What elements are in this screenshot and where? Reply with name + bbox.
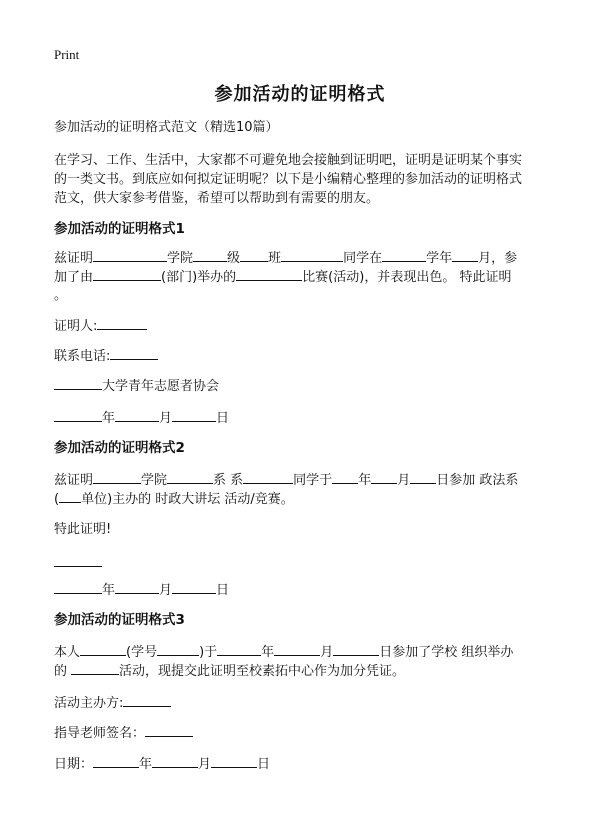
prover-field: 证明人: bbox=[54, 316, 554, 337]
subtitle: 参加活动的证明格式范文（精选10篇） bbox=[54, 120, 279, 135]
section-3-heading: 参加活动的证明格式3 bbox=[54, 612, 185, 628]
section-1-heading: 参加活动的证明格式1 bbox=[54, 221, 185, 237]
section-3-date: 日期： 年 月 日 bbox=[54, 754, 554, 775]
section-3-line-1: 本人 (学号 )于 年 月 日参加了学校 组织举办 bbox=[54, 642, 554, 663]
teacher-signature-field: 指导老师签名： bbox=[54, 723, 554, 744]
section-2-line-1: 兹证明 学院 系 系 同学于 年 月 日参加 政法系 bbox=[54, 470, 554, 491]
intro-line-2: 的一类文书。到底应如何拟定证明呢？以下是小编精心整理的参加活动的证明格式 bbox=[54, 172, 523, 187]
org-field: 大学青年志愿者协会 bbox=[54, 376, 554, 397]
section-1-date: 年 月 日 bbox=[54, 408, 554, 429]
print-link[interactable]: Print bbox=[54, 47, 80, 62]
host-field: 活动主办方: bbox=[54, 693, 554, 714]
section-2-heading: 参加活动的证明格式2 bbox=[54, 440, 185, 456]
section-1-line-1: 兹证明 学院 级 班 同学在 学年 月，参 bbox=[54, 248, 554, 269]
section-1-line-2: 加了由 (部门)举办的 比赛(活动)，并表现出色。 特此证明 bbox=[54, 267, 554, 288]
signature-line bbox=[54, 566, 102, 567]
intro-line-3: 范文，供大家参考借鉴，希望可以帮助到有需要的朋友。 bbox=[54, 191, 380, 206]
intro-line-1: 在学习、工作、生活中，大家都不可避免地会接触到证明吧，证明是证明某个事实 bbox=[54, 153, 523, 168]
section-1-line-3: 。 bbox=[54, 288, 68, 303]
section-3-line-2: 的 活动，现提交此证明至校素拓中心作为加分凭证。 bbox=[54, 661, 554, 682]
section-2-date: 年 月 日 bbox=[54, 580, 554, 601]
section-2-line-2: ( 单位)主办的 时政大讲坛 活动/竞赛。 bbox=[54, 489, 554, 510]
special-proof: 特此证明! bbox=[54, 522, 112, 537]
phone-field: 联系电话: bbox=[54, 346, 554, 367]
page-title: 参加活动的证明格式 bbox=[214, 84, 386, 105]
